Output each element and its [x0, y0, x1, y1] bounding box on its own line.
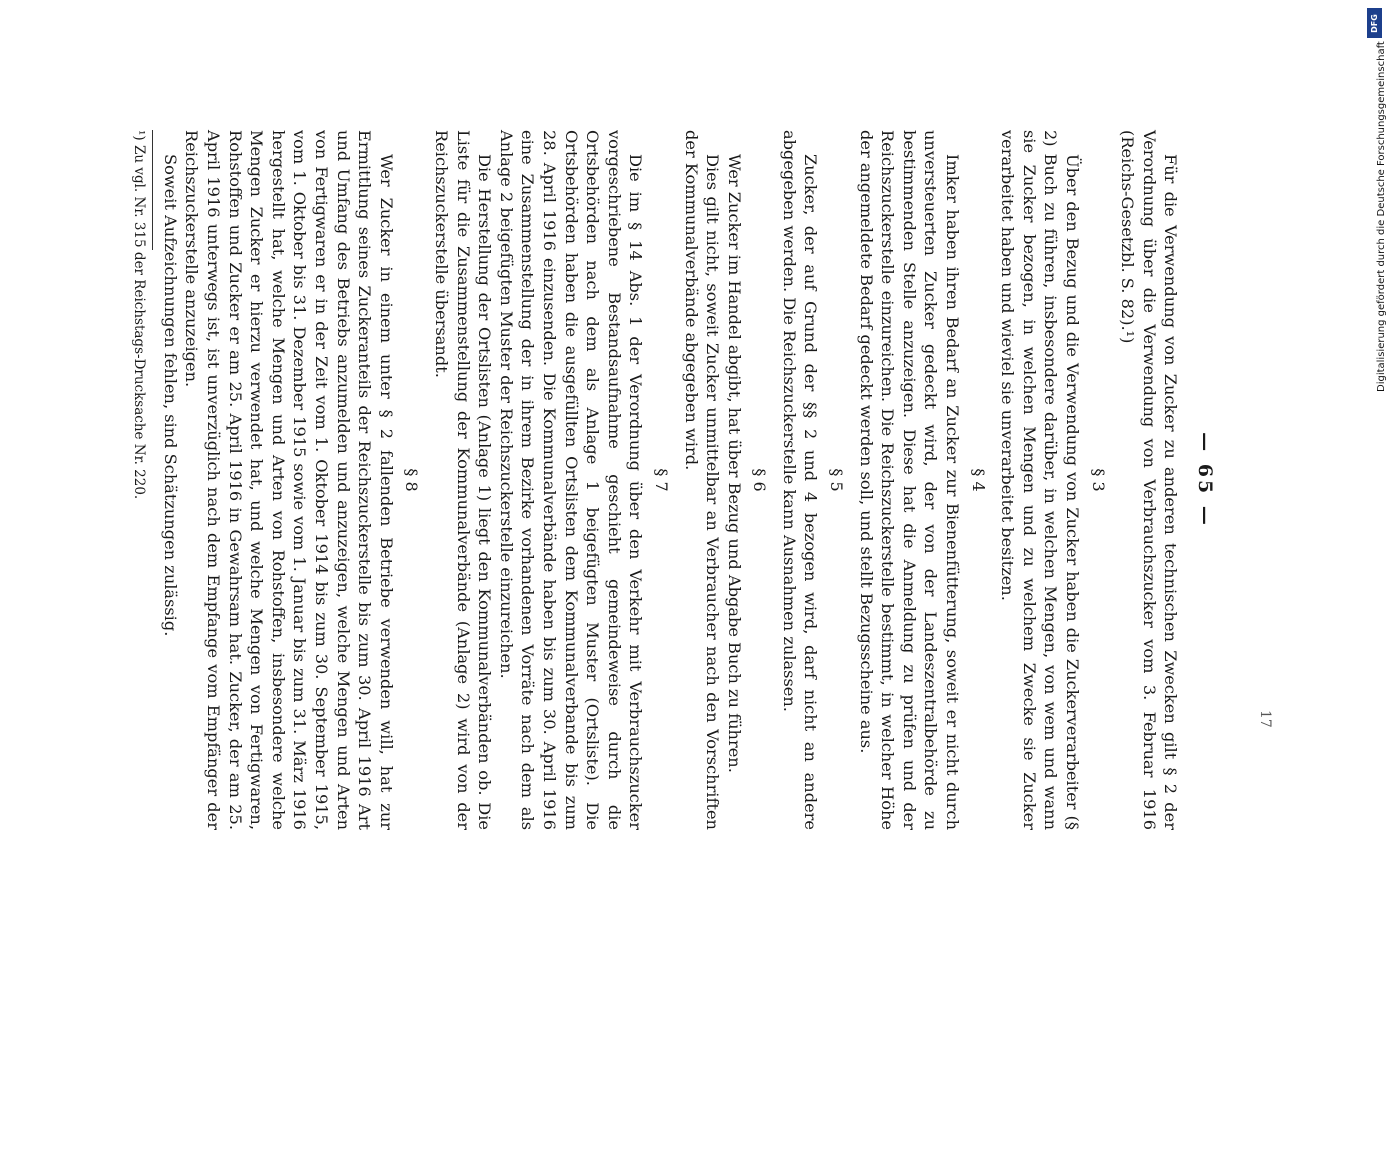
paragraph-section-6b: Dies gilt nicht, soweit Zucker unmittelbar an Verbraucher nach den Vorschriften der Kommunalverbände abgegeben wird.: [681, 130, 723, 830]
paragraph-1: Für die Verwendung von Zucker zu anderen technischen Zwecken gilt § 2 der Verordnung über die Verwendung von Verbrauchszucker vom 3. Februar 1916 (Reichs-Gesetzbl. S. 82).¹): [1118, 130, 1181, 830]
section-3-heading: § 3: [1088, 468, 1108, 492]
section-5-heading: § 5: [827, 468, 847, 492]
running-head-text: — 65 —: [1194, 432, 1216, 528]
section-7-heading: § 7: [651, 468, 671, 492]
paragraph-section-7b: Die Herstellung der Ortslisten (Anlage 1) liegt den Kommunalverbänden ob. Die Liste für die Zusammenstellung der Kommunalverbände (Anlage 2) wird von der Reichszuckerstelle übersandt.: [432, 130, 495, 830]
paragraph-section-5: Zucker, der auf Grund der §§ 2 und 4 bezogen wird, darf nicht an andere abgegeben werden. Die Reichszuckerstelle kann Ausnahmen zulassen.: [779, 130, 821, 830]
paragraph-section-7a: Die im § 14 Abs. 1 der Verordnung über den Verkehr mit Verbrauchszucker vorgeschriebene Bestandsaufnahme geschieht gemeindeweise durch die Ortsbehörden nach dem als Anlage 1 beigefügten Muster (Ortsliste). Die Ortsbehörden haben die ausgefüllten Ortslisten dem Kommunalverbande bis zum 28. April 1916 einzusenden. Die Kommunalverbände haben bis zum 30. April 1916 eine Zusammenstellung der in ihrem Bezirke vorhandenen Vorräte nach dem als Anlage 2 beigefügten Muster der Reichszuckerstelle einzureichen.: [496, 130, 646, 830]
page-signature: 17: [1257, 710, 1273, 728]
section-8-heading: § 8: [402, 468, 422, 492]
paragraph-section-3: Über den Bezug und die Verwendung von Zucker haben die Zuckerverarbeiter (§ 2) Buch zu führen, insbesondere darüber, in welchen Mengen, von wem und wann sie Zucker bezogen, in welchen Mengen und zu welchem Zwecke sie Zucker verarbeitet haben und wieviel sie unverarbeitet besitzen.: [998, 130, 1083, 830]
footnote: ¹) Zu vgl. Nr. 315 der Reichstags-Drucksache Nr. 220.: [131, 130, 148, 500]
page-text-rotated: [131, 130, 1273, 850]
text-column: [130, 130, 1215, 830]
paragraph-section-8a: Wer Zucker in einem unter § 2 fallenden Betriebe verwenden will, hat zur Ermittlung seines Zuckeranteils der Reichszuckerstelle bis zum 30. April 1916 Art und Umfang des Betriebs anzumelden und anzuzeigen, welche Mengen und Arten von Fertigwaren er in der Zeit vom 1. Oktober 1914 bis zum 30. September 1915, vom 1. Oktober bis 31. Dezember 1915 sowie vom 1. Januar bis zum 31. März 1916 hergestellt hat, welche Mengen und Arten von Rohstoffen, insbesondere welche Mengen Zucker er hierzu verwendet hat, und welche Mengen von Fertigwaren, Rohstoffen und Zucker er am 25. April 1916 in Gewahrsam hat. Zucker, der am 25. April 1916 unterwegs ist, ist unverzüglich nach dem Empfange vom Empfänger der Reichszuckerstelle anzuzeigen.: [182, 130, 396, 830]
dfg-logo: [1367, 8, 1382, 38]
section-4-heading: § 4: [968, 468, 988, 492]
dfg-logo-text: DFG: [1370, 13, 1380, 33]
paragraph-section-4: Imker haben ihren Bedarf an Zucker zur Bienenfütterung, soweit er nicht durch unversteuerten Zucker gedeckt wird, der von der Landeszentralbehörde zu bestimmenden Stelle anzuzeigen. Diese hat die Anmeldung zu prüfen und der Reichszuckerstelle einzureichen. Die Reichszuckerstelle bestimmt, in welcher Höhe der angemeldete Bedarf gedeckt werden soll, und stellt Bezugsscheine aus.: [856, 130, 963, 830]
paragraph-section-6a: Wer Zucker im Handel abgibt, hat über Bezug und Abgabe Buch zu führen.: [724, 154, 744, 773]
digitization-credit: Digitalisierung gefördert durch die Deutsche Forschungsgemeinschaft: [1376, 41, 1387, 392]
section-6-heading: § 6: [750, 468, 770, 492]
footnote-rule: [152, 130, 153, 250]
paragraph-section-8b: Soweit Aufzeichnungen fehlen, sind Schätzungen zulässig.: [160, 154, 180, 637]
